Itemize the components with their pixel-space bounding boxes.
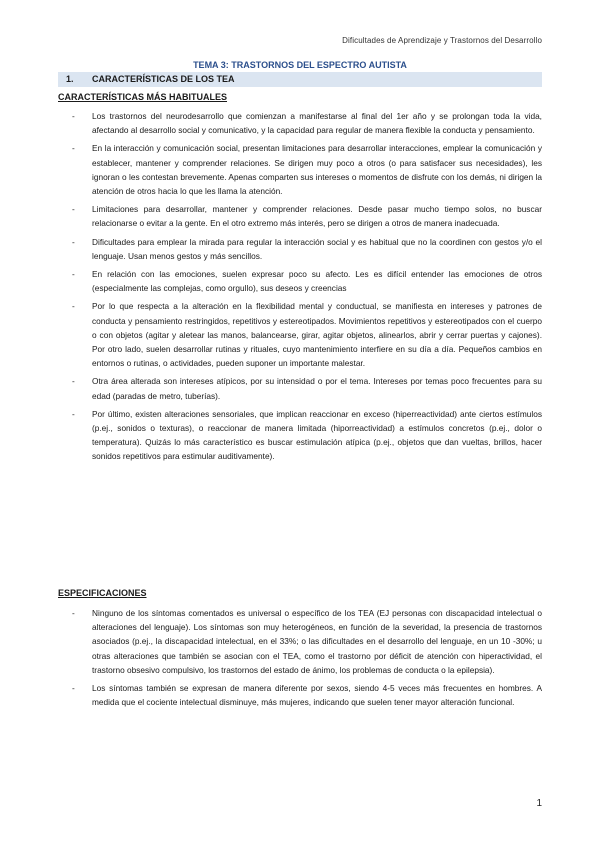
bullet-dash: - bbox=[72, 301, 75, 312]
list-item: - Otra área alterada son intereses atípicos, por su intensidad o por el tema. Intereses por temas poco frecuentes para su edad (paradas de metro, tuberías). bbox=[72, 376, 542, 401]
document-title: TEMA 3: TRASTORNOS DEL ESPECTRO AUTISTA bbox=[193, 60, 407, 70]
bullet-dash: - bbox=[72, 608, 75, 618]
bullet-dash: - bbox=[72, 111, 75, 121]
bullet-dash: - bbox=[72, 683, 75, 694]
subheading-characteristics: CARACTERÍSTICAS MÁS HABITUALES bbox=[58, 92, 228, 102]
page-number: 1 bbox=[536, 798, 542, 809]
section-title: CARACTERÍSTICAS DE LOS TEA bbox=[92, 74, 235, 84]
bullet-dash: - bbox=[72, 143, 75, 154]
bullet-dash: - bbox=[72, 376, 75, 387]
list-item: - Ninguno de los síntomas comentados es universal o específico de los TEA (EJ personas con discapacidad intelectual o alteraciones del lenguaje). Los síntomas son muy heterogéneos, en función de la severidad, la presencia de trastornos asociados (p.ej., la discapacidad intelectual, en el 33%; o las dificultades en el desarrollo del lenguaje, en un 10 -30%; u otras alteraciones que también se asocian con el TEA, como el trastorno por déficit de atención con hiperactividad, el trastorno obsesivo compulsivo, los trastornos del estado de ánimo, los problemas de conducta o la epilepsia). bbox=[72, 608, 542, 675]
running-header: Dificultades de Aprendizaje y Trastornos del Desarrollo bbox=[342, 36, 542, 45]
list-item: - En relación con las emociones, suelen expresar poco su afecto. Les es difícil entender las emociones de otros (especialmente las complejas, como orgullo), sus deseos y creencias bbox=[72, 269, 542, 294]
subheading-specifications: ESPECIFICACIONES bbox=[58, 588, 147, 598]
list-item: - Los trastornos del neurodesarrollo que comienzan a manifestarse al final del 1er año y se prolongan toda la vida, afectando al desarrollo social y comunicativo, y la capacidad para regular de manera flexible la conducta y pensamiento. bbox=[72, 111, 542, 136]
bullet-dash: - bbox=[72, 204, 75, 215]
characteristics-list bbox=[58, 109, 542, 468]
list-item: - Por lo que respecta a la alteración en la flexibilidad mental y conductual, se manifiesta en intereses y patrones de conducta y pensamiento restringidos, repetitivos y estereotipados. Movimientos repetitivos y estereotipados con el cuerpo o con objetos (agitar y aletear las manos, balancearse, girar, agitar objetos, alinearlos, abrir y cerrar puertas y cajones). Por otro lado, suelen desarrollar rutinas y rituales, cuyo mantenimiento interfiere en su día a día. Pequeños cambios en entornos o rutinas, o actividades, pueden suponer un importante malestar. bbox=[72, 301, 542, 369]
section-number: 1. bbox=[66, 74, 74, 84]
list-item: - En la interacción y comunicación social, presentan limitaciones para desarrollar interacciones, emplear la comunicación y establecer, mantener y comprender relaciones. Se dirigen muy poco a otros (o para satisfacer sus necesidades), les ignoran o les contestan brevemente. Apenas comparten sus intereses o momentos de disfrute con los demás, ni dirigen la atención de otros hacia lo que les llama la atención. bbox=[72, 143, 542, 197]
list-item: - Dificultades para emplear la mirada para regular la interacción social y es habitual que no la coordinen con gestos y/o el lenguaje. Usan menos gestos y más sencillos. bbox=[72, 236, 542, 261]
section-heading-bar bbox=[58, 72, 542, 87]
list-item: - Limitaciones para desarrollar, mantener y comprender relaciones. Desde pasar mucho tiempo solos, no buscar relacionarse o evitar a la gente. En el otro extremo más interés, pero se dirigen a otros de manera inadecuada. bbox=[72, 204, 542, 229]
list-item: - Por último, existen alteraciones sensoriales, que implican reaccionar en exceso (hiperreactividad) ante ciertos estímulos (p.ej., sonidos o texturas), o reaccionar de manera limitada (hiporreactividad) a estímulos concretos (p.ej., dolor o temperatura). Quizás lo más característico es buscar estimulación atípica (p.ej., objetos que dan vueltas, brillos, hacer sonidos repetitivos para estimular auditivamente). bbox=[72, 408, 542, 462]
list-item: - Los síntomas también se expresan de manera diferente por sexos, siendo 4-5 veces más frecuentes en hombres. A medida que el cociente intelectual disminuye, más mujeres, indicando que suelen tener mayor alteración funcional. bbox=[72, 683, 542, 708]
bullet-dash: - bbox=[72, 408, 75, 419]
bullet-dash: - bbox=[72, 269, 75, 280]
bullet-dash: - bbox=[72, 236, 75, 247]
specifications-list bbox=[58, 606, 542, 713]
